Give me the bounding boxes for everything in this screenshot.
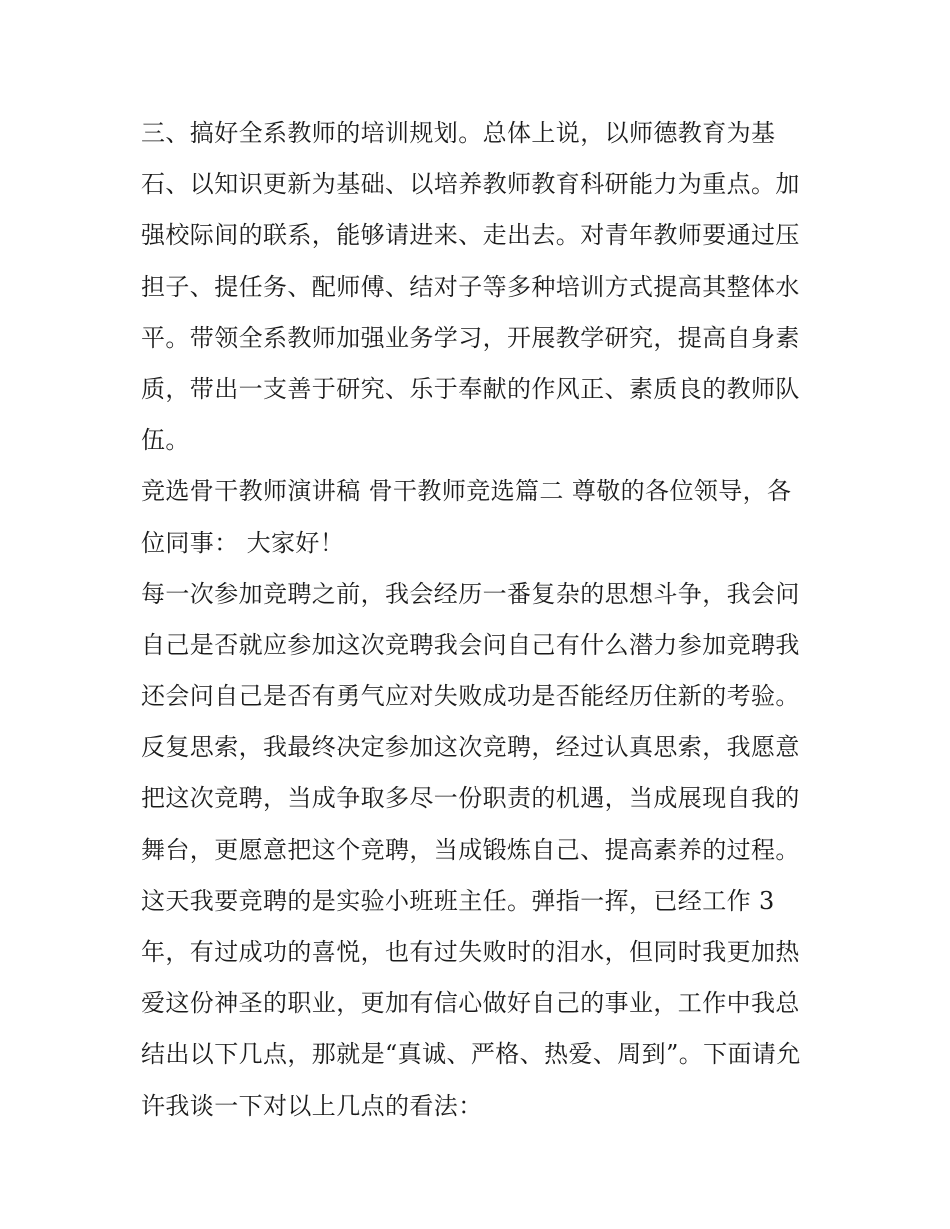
text-line: 把这次竞聘，当成争取多尽一份职责的机遇，当成展现自我的: [141, 784, 800, 813]
text-line: 还会问自己是否有勇气应对失败成功是否能经历住新的考验。: [141, 682, 800, 711]
text-line: 担子、提任务、配师傅、结对子等多种培训方式提高其整体水: [141, 272, 800, 301]
text-line: 质，带出一支善于研究、乐于奉献的作风正、素质良的教师队: [141, 374, 800, 403]
text-line: 许我谈一下对以上几点的看法：: [141, 1091, 483, 1120]
text-line: 平。带领全系教师加强业务学习，开展教学研究，提高自身素: [141, 323, 800, 352]
text-line: 石、以知识更新为基础、以培养教师教育科研能力为重点。加: [141, 170, 800, 199]
text-line: 反复思索，我最终决定参加这次竞聘，经过认真思索，我愿意: [141, 733, 800, 762]
body-text: [141, 108, 821, 1132]
text-line: 舞台，更愿意把这个竞聘，当成锻炼自己、提高素养的过程。: [141, 835, 800, 864]
text-line: 三、搞好全系教师的培训规划。总体上说，以师德教育为基: [141, 119, 776, 147]
text-line: 伍。: [141, 426, 190, 455]
text-line: 每一次参加竞聘之前，我会经历一番复杂的思想斗争，我会问: [141, 579, 800, 608]
text-line: 这天我要竞聘的是实验小班班主任。弹指一挥，已经工作 3: [141, 886, 775, 915]
text-line: 结出以下几点，那就是“真诚、严格、热爱、周到”。下面请允: [141, 1040, 801, 1069]
text-line: 强校际间的联系，能够请进来、走出去。对青年教师要通过压: [141, 221, 800, 250]
text-line: 年，有过成功的喜悦，也有过失败时的泪水，但同时我更加热: [141, 938, 800, 966]
greeting-line: 位同事： 大家好！: [141, 528, 345, 557]
section-heading-line: 竞选骨干教师演讲稿 骨干教师竞选篇二 尊敬的各位领导，各: [141, 477, 792, 506]
text-line: 自己是否就应参加这次竞聘我会问自己有什么潜力参加竞聘我: [141, 630, 800, 659]
text-line: 爱这份神圣的职业，更加有信心做好自己的事业，工作中我总: [141, 989, 800, 1018]
